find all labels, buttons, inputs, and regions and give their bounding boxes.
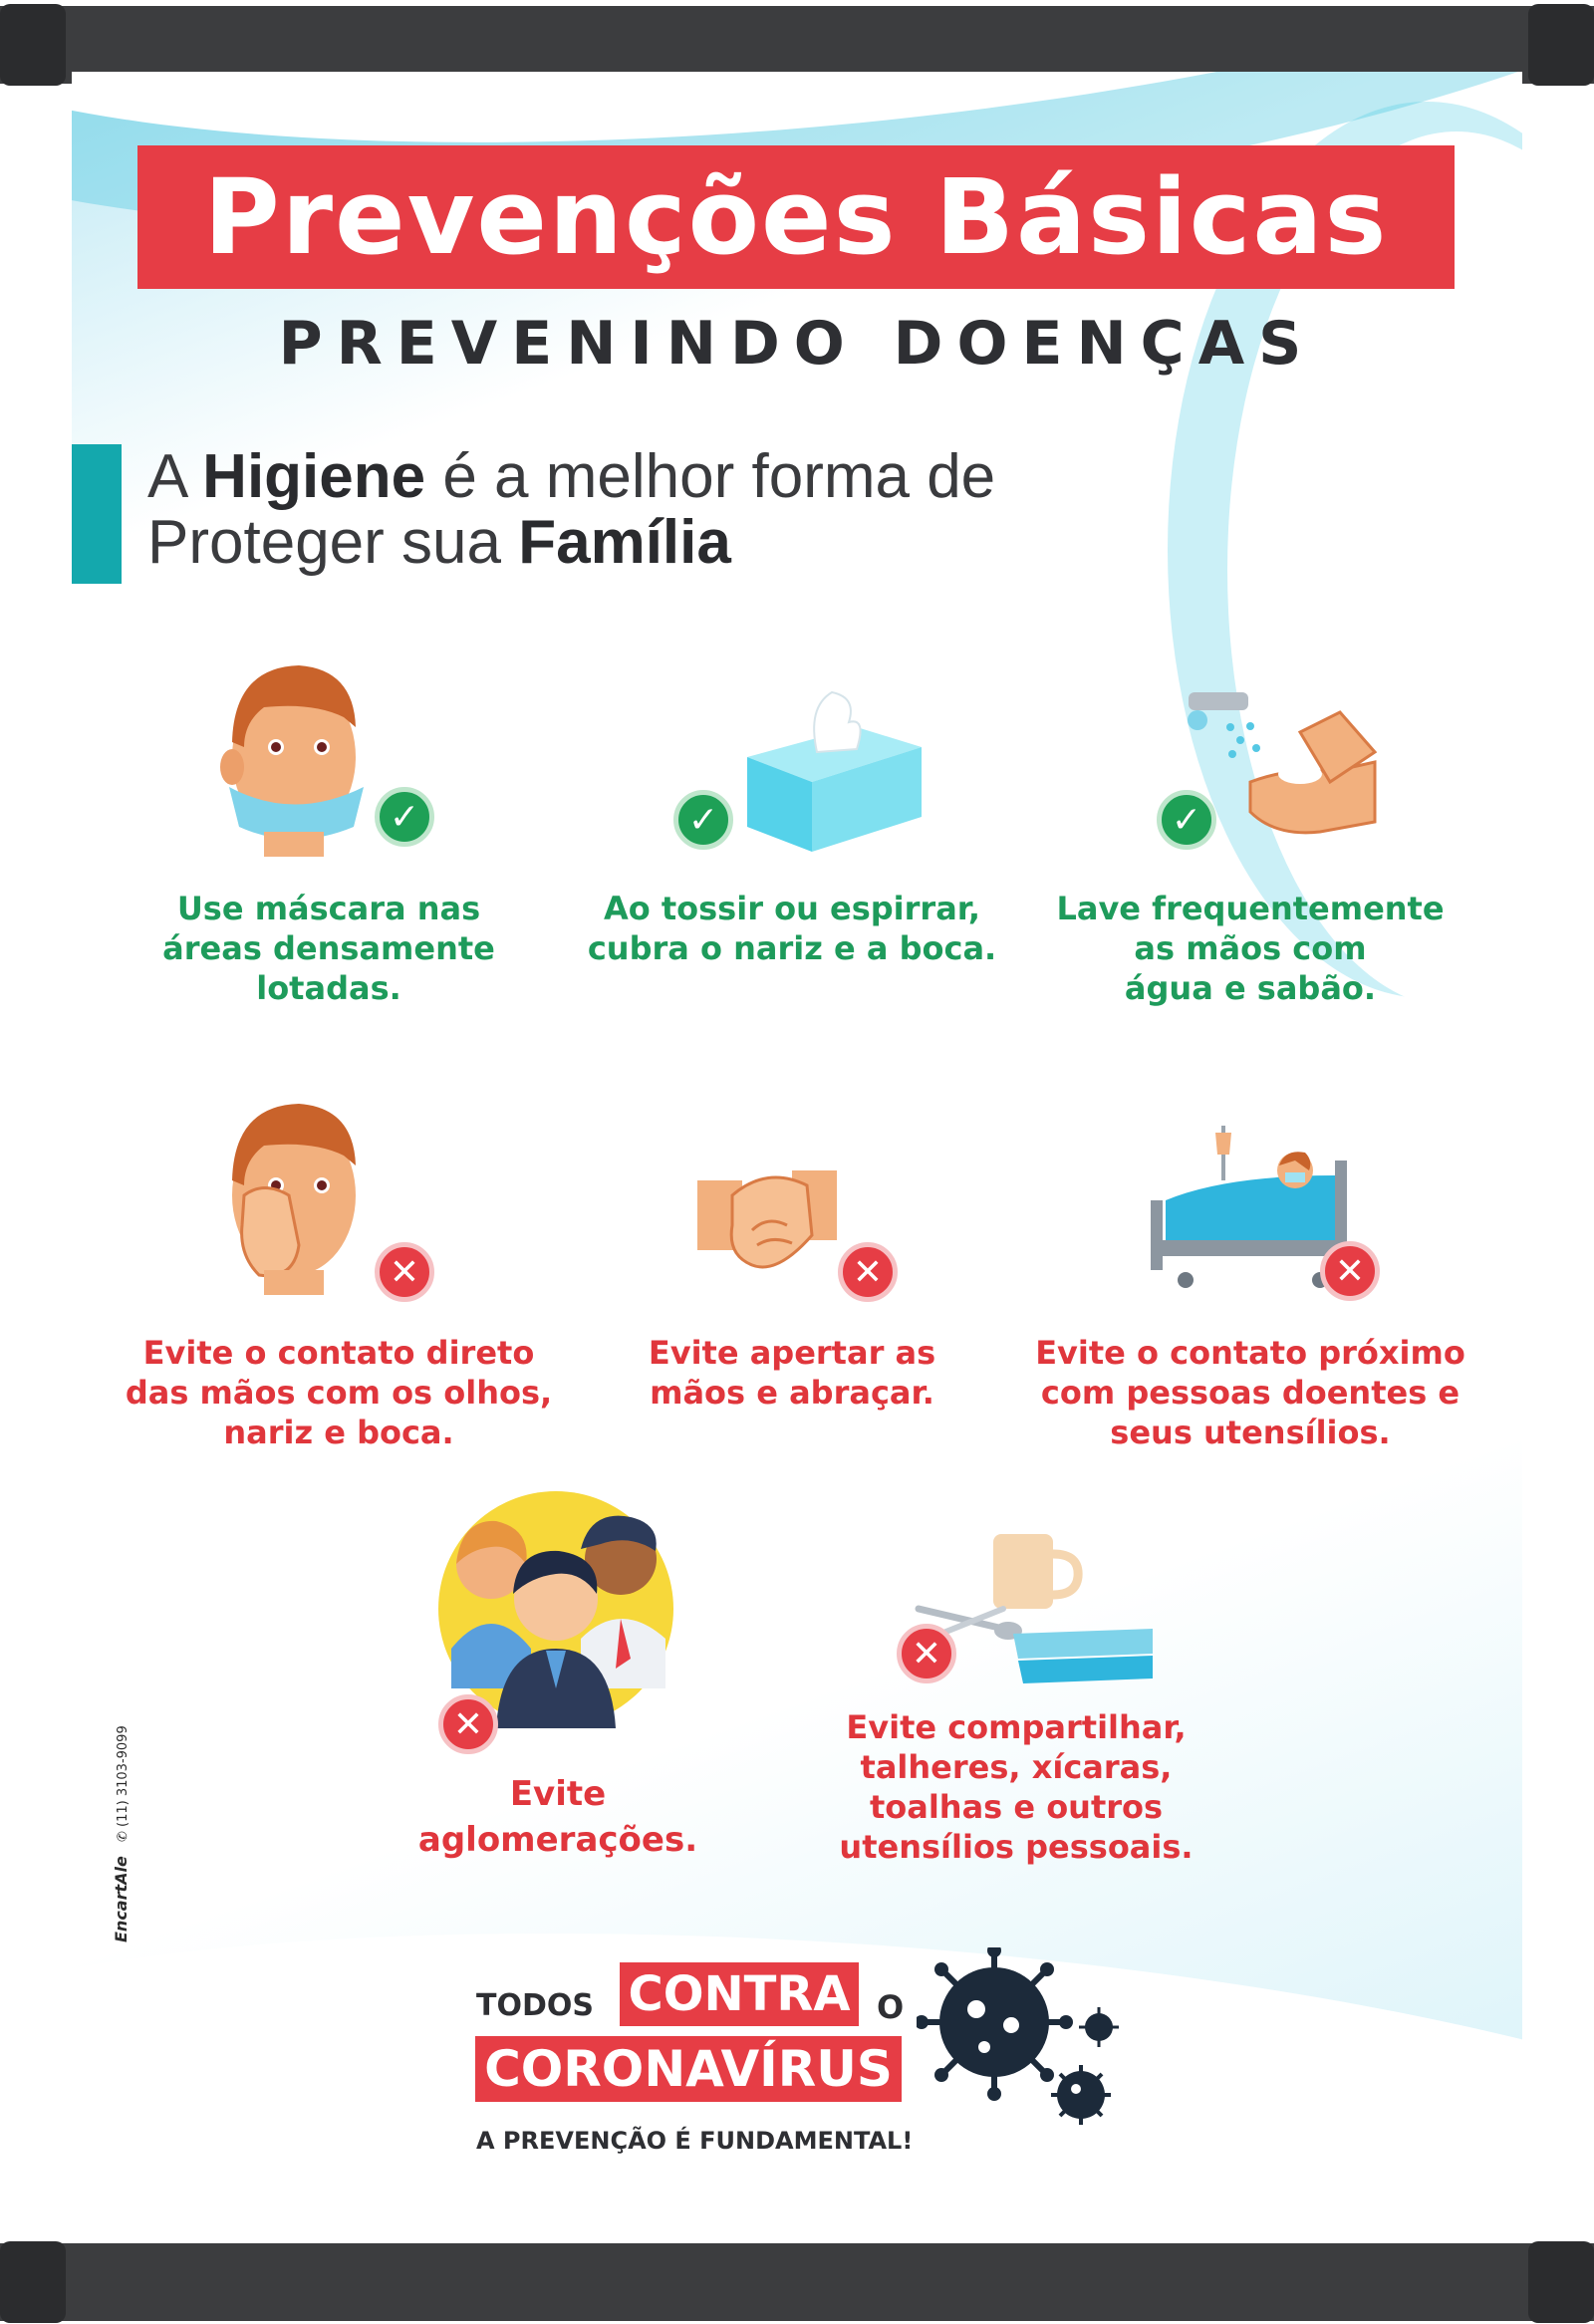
campaign-contra: CONTRA xyxy=(620,1962,859,2026)
tip-wash-hands xyxy=(1036,889,1464,1008)
imprint-brand: EncartAle xyxy=(112,1856,131,1942)
imprint-phone: (11) 3103-9099 xyxy=(116,1725,131,1827)
face-touch-icon xyxy=(204,1086,374,1295)
tip-line: Evite o contato direto xyxy=(142,1334,535,1372)
tip-line: lotadas. xyxy=(256,969,401,1007)
tip-sick-contact xyxy=(1026,1333,1474,1452)
headline-accent-bar xyxy=(72,444,122,584)
campaign-tagline: A PREVENÇÃO É FUNDAMENTAL! xyxy=(476,2127,914,2155)
tip-line: Use máscara nas xyxy=(176,890,481,927)
check-icon: ✓ xyxy=(1157,790,1216,850)
tip-line: com pessoas doentes e xyxy=(1040,1374,1461,1412)
tip-line: aglomerações. xyxy=(417,1820,698,1860)
tip-line: Ao tossir ou espirrar, xyxy=(603,890,981,927)
tip-line: cubra o nariz e a boca. xyxy=(587,929,997,967)
page-title: Prevenções Básicas xyxy=(137,145,1455,289)
tip-line: Evite compartilhar, xyxy=(846,1708,1187,1746)
check-icon: ✓ xyxy=(673,790,733,850)
bottom-right-cap xyxy=(1528,2241,1594,2323)
cross-icon: ✕ xyxy=(838,1242,898,1302)
check-icon: ✓ xyxy=(375,787,434,847)
tip-crowds xyxy=(379,1771,737,1863)
headline-line1-post: é a melhor forma de xyxy=(425,442,996,511)
headline-line1-bold: Higiene xyxy=(202,442,426,511)
campaign-o: O xyxy=(877,1988,905,2026)
bottom-hanger-bar xyxy=(0,2243,1594,2321)
tip-cover-cough xyxy=(578,889,1006,968)
tip-line: seus utensílios. xyxy=(1110,1414,1391,1451)
tip-line: mãos e abraçar. xyxy=(650,1374,934,1412)
tip-line: utensílios pessoais. xyxy=(839,1828,1194,1866)
tip-line: toalhas e outros xyxy=(869,1788,1164,1826)
imprint xyxy=(112,1725,131,1942)
tissue-box-icon xyxy=(737,687,927,857)
face-mask-icon xyxy=(204,647,374,857)
tip-line: talheres, xícaras, xyxy=(860,1748,1173,1786)
headline-line1-pre: A xyxy=(147,442,203,511)
tip-line: das mãos com os olhos, xyxy=(125,1374,553,1412)
tip-line: Evite apertar as xyxy=(648,1334,936,1372)
tip-face-contact xyxy=(120,1333,558,1452)
handshake-icon xyxy=(697,1156,837,1285)
tip-mask xyxy=(130,889,528,1008)
cross-icon: ✕ xyxy=(438,1694,498,1754)
tip-line: as mãos com xyxy=(1134,929,1367,967)
tip-line: Lave frequentemente xyxy=(1056,890,1445,927)
crowd-icon xyxy=(431,1489,680,1728)
tip-sharing xyxy=(817,1707,1215,1867)
tip-line: Evite xyxy=(509,1774,607,1814)
campaign-coronavirus: CORONAVÍRUS xyxy=(475,2036,902,2102)
campaign-todos: TODOS xyxy=(476,1988,594,2023)
headline-line2-pre: Proteger sua xyxy=(147,508,519,577)
virus-icon xyxy=(917,1947,1126,2132)
tip-line: nariz e boca. xyxy=(223,1414,454,1451)
headline xyxy=(147,444,995,576)
top-left-cap xyxy=(0,4,66,86)
bottom-left-cap xyxy=(0,2241,66,2323)
top-right-cap xyxy=(1528,4,1594,86)
cross-icon: ✕ xyxy=(1320,1241,1380,1301)
tip-line: áreas densamente xyxy=(162,929,495,967)
cross-icon: ✕ xyxy=(375,1242,434,1302)
whatsapp-icon: ✆ xyxy=(116,1831,131,1842)
page-subtitle: PREVENINDO DOENÇAS xyxy=(278,309,1316,379)
tip-line: Evite o contato próximo xyxy=(1035,1334,1465,1372)
tip-handshake xyxy=(598,1333,986,1413)
headline-line2-bold: Família xyxy=(518,508,731,577)
cross-icon: ✕ xyxy=(897,1624,956,1683)
tip-line: água e sabão. xyxy=(1124,969,1377,1007)
